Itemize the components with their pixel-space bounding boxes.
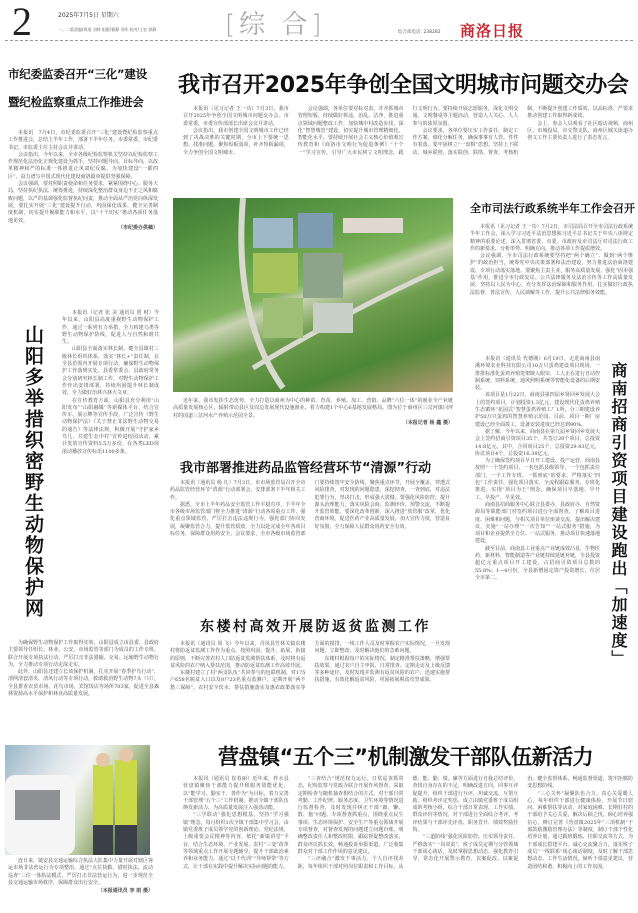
newspaper-logo: 商洛日报 <box>460 22 525 40</box>
traffic-police-illustration <box>5 745 150 855</box>
paragraph: 该项目是1月22日，商南县第四届乡贤回乡发展大会上的签约项目，计划投资1.3亿元，建设现代化蛋鸡养殖生态循环“花园式”智慧蛋鸡养殖工厂1所，分三期建设养护50万只蛋鸡的智慧养殖示范园。目前，项目一期厂房建设已经全面竣工，设备安装进度已经达到90%。 <box>475 392 600 428</box>
editor-credits: 一、二版责编/周道 刘婷 组版/曹静 刘军 校对/王宏 郭静 <box>58 27 157 32</box>
header-divider <box>5 40 633 41</box>
paragraph: 东楼村根据每户的实际情况，制定精准帮扶策略，增强帮扶效果。通过农户自主申报、日常排查、定期走访及上级反馈等多种途径，及时发现并监测有返贫风险的农户，迅速实施帮扶措施，有效化解返贫风险，巩固拓展脱贫攻坚成果。 <box>314 655 450 684</box>
paragraph: 此外，山阳县还建立长效保护机制，扎实开展“春季护鸟行动”，清网清套清夹、清风行动等专项行动，救助救治野生动物7头（只），全县排查农贸市场、花鸟市场、宾馆饭店等场所703家，促进全县森林资源高水平保护和林业高质量发展。 <box>8 669 159 698</box>
paragraph: 为了确保签约项目早日开工建设、投产运营，商南县按照“一个签约项目、一名包抓县级领导、一个包抓责任部门、一个工作专班、一抓到底”的要求，严格落实“四包”工作责任，强化项目落实，全流程跟踪服务，专班化推进，实现“项目为王”理念，确保项目早落地、早开工、早投产、早见效。 <box>475 458 601 501</box>
wenming-body <box>183 106 633 182</box>
shanyang-body-continued <box>8 640 159 698</box>
aquaculture-aerial-photo <box>173 198 453 392</box>
paragraph: 会议强调，全市司法行政系统要坚持把“两个确立”、做到“两个维护”的政治担当，统筹党中央决策部署和法治建设，努力推进法治商洛建设、专项行动落实落地。要聚焦主责主业，服务高质量发展，强化“固本强基”作用，推进全市行政复议、公共法律服务及法治宣传等工作高质量发展，坚持以人民为中心，充分发挥法治保障和服务作用，扎实做好行政执法监督、普法宣传、人民调解等工作，提升公共法律服务效能。 <box>470 253 633 296</box>
department-phone: 综合部电话: 238282 <box>398 30 441 35</box>
paragraph: 本报讯（记者 张 美 通讯员 贾 财）今年以来，山阳县高度重视野生动物保护工作，通过一系列有力举措，全力构建乌类等野生动物保护防线，促进人与自然和谐共生。 <box>62 310 159 346</box>
caption-text: 连日来，镇安县交通运输综合执法大队集中力量开展对辖区客运市场非法营运行为专项整治，通过“点位执勤、错时执法、流动巡查”三位一体执法模式，严厉打击非法营运行为，进一步规范全县交通运输市场秩序，保障群众出行安全。 <box>8 858 154 887</box>
paragraph: 本报讯（通讯员 周 飞）今年以来，丹凤县竹林关镇东楼村将防返贫监测工作作为重点，按照巩固、提升、拓展、衔接的原则，不断完善农村人口防返贫监测帮扶体系，及时将有返贫风险的农户纳入帮扶范围，推动防返贫监测工作高效开展。 <box>170 641 306 669</box>
shangnan-title: 商南招商引资项目建设跑出「加速度」 <box>609 362 628 668</box>
paragraph: “三心关怀”凝聚队伍合力。真心关爱暖人心，每年组织干部进行健康体检，开展节日慰问、困难帮扶等活动，对家庭困难、长期驻村的干部给予关心关爱，解决后顾之忧。倾心培养强信心，修订完善《营盘镇2025年“三项机制”干部鼓励激励管理办法》等制度，制订干部个性化培养计划，通过跟班锻炼、挂职交流等方式，为干部成长搭建平台。诚心交流聚合力，落实班子成员“一线联系”谈心谈话制度，及时了解干部思想动态、工作生活情况，倾听干部意见建议，营造团结和谐、积极向上的工作氛围。 <box>527 790 633 870</box>
paragraph: 据悉，全市上半年药品安全监管工作平稳有序，下半年全市各级市场监管部门将全力推进“清源”行动各项重点工作，强化重点领域监管，严厉打击违法违规行为，强化部门协同发展，凝聚监管合力，提升监管质效，全力以赴完成全年各项目标任务，保障群众用药安全。会议要求，全市各级市场监管部门要持续筑牢安全防线，聚焦重点环节，开展全覆盖、穿透式风险排查，对发现的问题隐患，深挖彻查，一查到底，对违法犯罪行为，坚决打击，形成强大震慑。要强化风险防控，提升源头治理能力，落实风险会商、监测评价、预警交流，不断提升监管效能。要深化改革创新，深入推进“放管服”改革，优化营商环境，促进医药产业高质量发展，加大宣传力度，营造良好氛围，全力保障人民群众用药安全有效。 <box>170 480 450 538</box>
paragraph: 会议要求，各单位要压实工作责任，制定工作方案，细化分解任务，确保事事有人管、件件有着落。要牢固树立“一盘棋”思想，坚持上下联动、城乡联创，落实联创、联络、督查、考核机制，不断提升创建工作质效，以高标准、严要求推动创建工作取得新成效。 <box>412 106 633 156</box>
yaopin-body <box>170 480 450 590</box>
traffic-photo-caption <box>8 858 153 895</box>
paragraph: 本报讯（通讯员 杨 凡）7月3日，市市场监管局召开全市药品监管经营环节“清源”行动部署会，安排部署下半年相关工作。 <box>170 480 306 501</box>
sifa-title: 全市司法行政系统半年工作会召开 <box>470 202 635 215</box>
paragraph: “三道防线”强化风险防控。压实领导责任，严格落实“一岗双责”，班子成员定期与分管领域干部谈心谈话，及时掌握思想动态。强化教育引导，常态化开展警示教育，以案促改、以案促治。健全监督体系，畅通监督渠道，筑牢拒腐防变思想防线。 <box>412 776 633 863</box>
paragraph: “三评融合”激发干事活力。个人自评找差距，每年组织干部对照岗位职责和工作目标，从德、能、勤、绩、廉等方面进行自我总结评价，查找自身存在的不足，明确改进方向。同事互评促提升，组织干部进行互评，坦诚交流、互帮互助。组织考评定奖惩，成立由镇党委班子成员组成的考核小组，综合干部日常表现、工作实绩、群众评价等情况，对干部进行全面综合考评，考评结果与干部评先评优、职务晋升、绩效奖励挂钩。 <box>297 776 519 870</box>
paragraph: “三学联动”强化思想根基。坚持“学习强镇”理念，每月组织1次全镇干部集中学习会，由镇党委班子成员领学党的创新理论、党纪法规、上级重要会议精神等内容，依托“新镇讲堂”平台，结合生态环境、产业发展、农村“三变”改革等领域重点工作开展专题辅导，提升干部政治素养和业务能力，通过“以干代训”“导师帮带”等方式，让干部在实践中提升解决实际问题的能力。 <box>183 812 289 870</box>
donglou-title: 东楼村高效开展防返贫监测工作 <box>200 619 431 635</box>
paragraph: 为确保野生动物保护工作取得实效，山阳县成立由县委、县政府主要领导任组长，林业、公安、市场监管等部门为成员的工作专班，联合开展专项执法行动，严厉打击非法猎捕、交易、运输野生动物行为，全力推动专项行动走深走实。 <box>8 640 159 668</box>
paragraph: 截至目前，商南县工业重点产业链成效凸显，生物医药、新材料、智能制造等产业链持续延链补链，全县投资超亿元重点项目开工建设，占招商引资项目总数的55.8%；1—4月份，全县新增固定资产投资增长，位居全市第二。 <box>475 545 601 581</box>
photo-credit: （本报记者 杨 鑫 摄） <box>402 420 453 427</box>
photo-credit: （本报通讯员 李 雨 摄） <box>97 887 153 894</box>
paragraph: 商南县招商服务中心联合县委办、县政府办、自然资源局等职能部门对签约项目进行全面督查，了解项目进度、困难和问题，与相关项目单位座谈交流，提出解决建议，实施“一站办理”“一次告知”“一站式服务”措施，为项目和企业提供全方位、一站式服务，推动项目快速落地建设。 <box>475 501 601 545</box>
paragraph: 在宣传教育方面，山阳县充分利用“山阳发布”“山阳融媒”等新媒体平台，结合宣传车、展示牌等宣传手段，广泛宣传《野生动物保护法》《关于禁止非法野生动物交易的通告》等法律法规，积极开展“守护家乡鸟儿，共建生态中村”宣传进校园活动，累计发放宣传资料5.5万多份，在各类LED屏滚动播放宣传标语1100多条。 <box>62 397 159 455</box>
paragraph: 本报讯（见习记者 王一功）7月2日，市司法局召开全市司法行政系统半年工作会，深入学习习近平法治思想和习近平总书记关于中央八项规定精神的重要论述，深入贯彻省委、市委、市政府及市司法厅对司法行政工作的新要求，分析形势、明确方向，推动各项工作提质增效。 <box>470 224 633 252</box>
aerial-photo-caption <box>173 398 453 428</box>
jiwei-body <box>8 130 158 232</box>
yingpan-title: 营盘镇“五个三”机制激发干部队伍新活力 <box>218 745 594 769</box>
page-number: 2 <box>12 0 32 44</box>
paragraph: 本报讯 7月4日，市纪委监委召开“三化”建设暨纪检监察重点工作推进会，总结上半年工作，部署下半年任务。市委常委、市纪委书记、市监委主任主持会议并讲话。 <box>8 130 159 151</box>
paragraph: “三查结合”规范权力运行。日常巡查抓常态，纪检监察与党政办联合开展作风督查，采取定期检查与随机抽查相结合的方式，对干部日常考勤、工作纪律、服务态度、卫生环境等情况进行监督检查，及时发现并纠正干部“庸、懒、散、拖”问题。专项督查抓重点，围绕重点民生事项、生态环境保护、安全生产等重点领域开展专项督查，对督查发现的问题建立问题台账，明确整改责任人和整改时限，跟踪督促整改落实。群众评议抓长效，畅通投诉举报渠道，广泛收集群众对干部工作作风的意见建议。 <box>297 776 404 855</box>
shanyang-title: 山阳多举措织密野生动物保护网 <box>22 325 44 619</box>
wenming-title: 我市召开2025年争创全国文明城市问题交办会 <box>178 73 629 98</box>
issue-date: 2025年7月5日 星期六 <box>58 12 119 19</box>
caption-text: 近年来，我市发挥生态优势，全力打造以商州为中心的种苗、育苗、养殖、加工、营销、品牌“六位一体”的渔业全产业链高质量发展核心区，辐射带动县区及周边发展现代设施渔业，着力构建1个中心6基地发展格局。图为位于商州区三岔河镇闫坪村的国道三岔河水产养殖示范园全景。 <box>173 398 453 419</box>
section-title: [综 合] <box>225 10 326 40</box>
paragraph: 东楼村建立了村“两支队伍”共同参与的包联机制，对175户658名脱贫人口以及8户23名重点监测户，定期开展“两不愁三保障”、农村安全饮水、帮扶措施落实及惠农政策落实等方面的摸排，一线工作人员及时掌握农户实际情况，一旦发现问题，立即整改，及时解决他们的急难问题。 <box>170 641 450 691</box>
jiwei-title-line1: 市纪委监委召开“三化”建设 <box>8 67 148 81</box>
paragraph: 山阳县全面落实林长制，健全县镇村三级林长组织体系，落实“林长+”责任制，在全县范围内开展专项行动，确保野生动物保护工作落到实处。县委常委会、县政府常务会分别研究林长制工作，对野生动物保护工作作出安排部署，持续巩固提升林长制成效，全力做好治林兴林大文章。 <box>62 346 159 397</box>
donglou-body <box>170 641 450 715</box>
yaopin-title: 我市部署推进药品监管经营环节“清源”行动 <box>180 461 432 476</box>
paragraph: 会议指出，今年以来，全市各级纪检监察机关坚持以纪检监察工作规范化法治化正规化建设为抓手，坚持问题导向、目标导向，以改革精神和严的标准一体推进正风肃纪反腐，为加快建设“一都四区”、奋力谱写中国式现代化建设商洛篇章提供坚强保障。 <box>8 151 159 180</box>
paragraph: 本报讯（通讯员 崔春丽）近年来，柞水县营盘镇聚焦干部能力提升和服务效能优化，以“能学习、勤实干、善作为”为目标，着力完善干部管理“五个三”工作机制，推动全镇干部队伍焕发新活力，为高质量发展注入强劲动能。 <box>183 776 289 812</box>
sifa-body <box>470 224 633 297</box>
source-credit: （市纪委办供稿） <box>117 224 158 231</box>
shangnan-body <box>475 356 600 582</box>
paragraph: 会上，参会人员观看了社区暗访视频，商州区、市城投局、市交警支队、商州区城关街道办创文工作主要负责人进行了表态发言。 <box>527 120 633 142</box>
paragraph: 据了解，今年以来，商南县在第九届乡贤回乡发展大会上签约招商引资项目35个，共签订20个项目，总投资14.8亿元。其中，合同项目25个，总投资29.43亿元，协议项目4个，总投资16.38亿元。 <box>475 428 601 457</box>
shanyang-body <box>62 310 159 456</box>
paragraph: 本报讯（见习记者 王一功）7月3日，我市召开2025年争创全国文明城市问题交办会。市委常委、市委宣传部部长出席会议并讲话。 <box>183 106 289 127</box>
paragraph: 会议指出，我市创建全国文明城市工作已经到了决战决胜的关键时期，全市上下要统一思想、找准问题、聚焦短板弱项，补齐短板漏项，全力争创全国文明城市。 <box>183 127 289 156</box>
paragraph: 会议强调，各单位要对标对表，并齐抓城市管理短板，持续做好拆违、治乱、洁净，推进重点领域问题整改工作，加快城中村改造步伐，深化“智慧城管”建设，切实提升城市管理精细化、智能化水平。要持续开展社会主义核心价值观宣传教育和《商洛市文明行为促进条例》“十个一”学习宣传，引导广大市民树立文明理念、践行文明行为。要持续开展志愿服务，深化文明交通、文明餐桌等主题活动，营造人人关心、人人参与的浓厚氛围。 <box>297 106 519 156</box>
jiwei-title-line2: 暨纪检监察重点工作推进会 <box>8 95 144 109</box>
yingpan-body <box>183 776 633 910</box>
aerial-photo-illustration <box>173 198 453 392</box>
paragraph: 会议强调，要对照职责使命和任务要求，紧紧围绕中心、服务大局，坚持执纪执法、统筹推进，持续深化整治群众身边不正之风和腐败问题，以严的基调强化监督执纪问责，推动全面从严治党向纵深发展。要扎实开展“三化”建设提升行动，巩固深化成果，健全完善制度机制，切实提升履职能力和水平，以“十个切实”推动各项任务落地见效。 <box>8 181 159 224</box>
paragraph: 本报讯（通讯员 代德刚）6月19日，走进商南县南溪环境农业科技有限公司10万只蛋鸡建设项目现场，一排排标准化蛋鸡养殖笼架映入眼帘，工人正在进行自动控制系统、饲料系统、通风照明系统等智能化设备的后期安装。 <box>475 356 601 392</box>
traffic-police-photo <box>5 745 150 855</box>
